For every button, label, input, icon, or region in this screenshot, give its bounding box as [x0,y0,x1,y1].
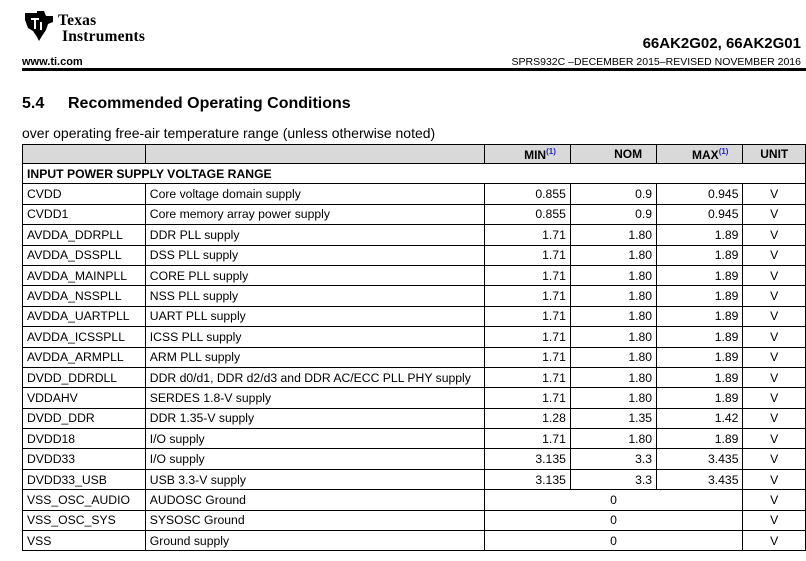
min-cell: 0.855 [484,204,570,224]
supply-desc-cell: SYSOSC Ground [145,510,484,530]
supply-desc-cell: DDR d0/d1, DDR d2/d3 and DDR AC/ECC PLL PHY supply [145,367,484,387]
ti-logo-icon [22,10,56,42]
nom-cell: 3.3 [570,449,656,469]
nom-cell: 1.80 [570,306,656,326]
min-cell: 1.71 [484,429,570,449]
max-cell: 1.89 [657,347,743,367]
unit-cell: V [743,531,806,551]
supply-name-cell: DVDD_DDRDLL [23,367,146,387]
supply-desc-cell: DDR 1.35-V supply [145,408,484,428]
supply-desc-cell: CORE PLL supply [145,265,484,285]
website-link[interactable]: www.ti.com [22,56,83,68]
min-cell: 1.71 [484,388,570,408]
table-row [23,510,806,530]
footnote-link[interactable]: (1) [718,146,729,156]
min-cell: 3.135 [484,449,570,469]
ti-logo [22,10,182,44]
unit-cell: V [743,286,806,306]
table-row [23,490,806,510]
group-title: INPUT POWER SUPPLY VOLTAGE RANGE [23,164,806,184]
value-cell: 0 [484,531,743,551]
unit-cell: V [743,408,806,428]
min-cell: 1.71 [484,306,570,326]
nom-cell: 1.80 [570,388,656,408]
table-row [23,265,806,285]
revision-info: SPRS932C –DECEMBER 2015–REVISED NOVEMBER 2016 [511,56,801,68]
unit-cell: V [743,184,806,204]
header-name-cell [23,145,146,164]
min-cell: 1.71 [484,245,570,265]
supply-desc-cell: ARM PLL supply [145,347,484,367]
supply-name-cell: AVDDA_NSSPLL [23,286,146,306]
unit-cell: V [743,449,806,469]
supply-name-cell: VSS [23,531,146,551]
supply-desc-cell: Core memory array power supply [145,204,484,224]
table-row [23,429,806,449]
nom-cell: 1.80 [570,225,656,245]
max-cell: 0.945 [657,204,743,224]
part-numbers: 66AK2G02, 66AK2G01 [642,35,801,52]
table-row [23,306,806,326]
max-cell: 1.89 [657,388,743,408]
nom-cell: 1.80 [570,286,656,306]
nom-cell: 0.9 [570,184,656,204]
min-cell: 1.71 [484,225,570,245]
nom-cell: 0.9 [570,204,656,224]
table-row [23,469,806,489]
supply-name-cell: AVDDA_ICSSPLL [23,327,146,347]
unit-cell: V [743,510,806,530]
min-cell: 0.855 [484,184,570,204]
unit-cell: V [743,429,806,449]
nom-cell: 1.80 [570,347,656,367]
supply-name-cell: AVDDA_DDRPLL [23,225,146,245]
value-cell: 0 [484,510,743,530]
header-min: MIN$^{(1)}$ [484,145,570,164]
table-row [23,286,806,306]
min-cell: 1.71 [484,367,570,387]
max-cell: 3.435 [657,469,743,489]
max-cell: 1.42 [657,408,743,428]
section-heading [22,95,351,113]
supply-name-cell: VSS_OSC_SYS [23,510,146,530]
max-cell: 1.89 [657,367,743,387]
min-cell: 1.28 [484,408,570,428]
value-cell: 0 [484,490,743,510]
unit-cell: V [743,347,806,367]
table-row [23,367,806,387]
table-row [23,388,806,408]
nom-cell: 1.35 [570,408,656,428]
nom-cell: 1.80 [570,265,656,285]
table-row [23,327,806,347]
supply-name-cell: CVDD1 [23,204,146,224]
max-cell: 1.89 [657,225,743,245]
table-row [23,531,806,551]
supply-desc-cell: ICSS PLL supply [145,327,484,347]
supply-desc-cell: Ground supply [145,531,484,551]
supply-desc-cell: NSS PLL supply [145,286,484,306]
min-cell: 3.135 [484,469,570,489]
unit-cell: V [743,265,806,285]
supply-name-cell: DVDD18 [23,429,146,449]
supply-name-cell: VSS_OSC_AUDIO [23,490,146,510]
table-row [23,204,806,224]
header-desc-cell [145,145,484,164]
header-rule [22,68,806,71]
supply-name-cell: AVDDA_ARMPLL [23,347,146,367]
supply-desc-cell: SERDES 1.8-V supply [145,388,484,408]
header-unit: UNIT [743,145,806,164]
min-cell: 1.71 [484,286,570,306]
supply-name-cell: DVDD33_USB [23,469,146,489]
supply-name-cell: DVDD33 [23,449,146,469]
max-cell: 1.89 [657,306,743,326]
table-row [23,184,806,204]
table-header-row [23,145,806,164]
max-cell: 1.89 [657,327,743,347]
nom-cell: 1.80 [570,429,656,449]
group-header-row [23,164,806,184]
unit-cell: V [743,490,806,510]
table-row [23,408,806,428]
unit-cell: V [743,367,806,387]
supply-name-cell: AVDDA_UARTPLL [23,306,146,326]
supply-name-cell: AVDDA_DSSPLL [23,245,146,265]
table-row [23,449,806,469]
supply-desc-cell: DSS PLL supply [145,245,484,265]
footnote-link[interactable]: (1) [546,146,556,156]
header-nom: NOM [570,145,656,164]
max-cell: 3.435 [657,449,743,469]
supply-desc-cell: I/O supply [145,429,484,449]
supply-name-cell: DVDD_DDR [23,408,146,428]
section-number: 5.4 [22,95,45,112]
unit-cell: V [743,306,806,326]
unit-cell: V [743,245,806,265]
unit-cell: V [743,469,806,489]
supply-desc-cell: DDR PLL supply [145,225,484,245]
operating-conditions-table [22,144,806,551]
min-cell: 1.71 [484,347,570,367]
supply-desc-cell: USB 3.3-V supply [145,469,484,489]
nom-cell: 1.80 [570,245,656,265]
min-cell: 1.71 [484,327,570,347]
supply-desc-cell: AUDOSC Ground [145,490,484,510]
min-cell: 1.71 [484,265,570,285]
table-row [23,347,806,367]
max-cell: 1.89 [657,286,743,306]
unit-cell: V [743,388,806,408]
logo-wordmark-line2: Instruments [62,28,146,45]
supply-name-cell: VDDAHV [23,388,146,408]
nom-cell: 1.80 [570,367,656,387]
supply-desc-cell: I/O supply [145,449,484,469]
max-cell: 1.89 [657,245,743,265]
unit-cell: V [743,327,806,347]
table-row [23,245,806,265]
nom-cell: 3.3 [570,469,656,489]
logo-wordmark-line1: Texas [58,12,97,29]
supply-desc-cell: Core voltage domain supply [145,184,484,204]
unit-cell: V [743,204,806,224]
operating-condition-note: over operating free-air temperature range (unless otherwise noted) [22,125,436,141]
header-max: MAX$^{(1)}$ [657,145,743,164]
supply-name-cell: AVDDA_MAINPLL [23,265,146,285]
supply-desc-cell: UART PLL supply [145,306,484,326]
max-cell: 1.89 [657,265,743,285]
max-cell: 1.89 [657,429,743,449]
section-title: Recommended Operating Conditions [68,95,351,112]
max-cell: 0.945 [657,184,743,204]
supply-name-cell: CVDD [23,184,146,204]
nom-cell: 1.80 [570,327,656,347]
table-row [23,225,806,245]
unit-cell: V [743,225,806,245]
